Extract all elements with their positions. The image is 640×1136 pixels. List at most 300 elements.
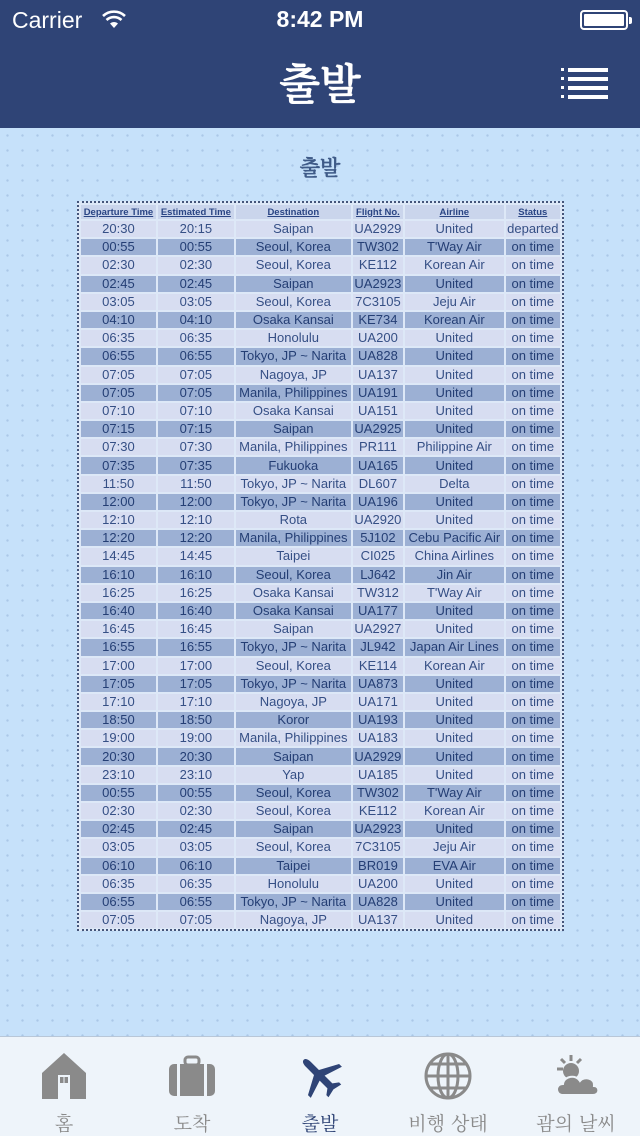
table-cell: on time [506, 821, 560, 837]
table-cell: 07:30 [158, 439, 234, 455]
table-cell: UA828 [353, 894, 403, 910]
table-cell: UA165 [353, 457, 403, 473]
table-row [81, 603, 560, 619]
table-cell: on time [506, 512, 560, 528]
airplane-icon [295, 1051, 345, 1101]
table-cell: Taipei [236, 858, 351, 874]
table-row [81, 348, 560, 364]
table-cell: UA828 [353, 348, 403, 364]
table-cell: on time [506, 439, 560, 455]
table-cell: Manila, Philippines [236, 385, 351, 401]
table-cell: United [405, 712, 504, 728]
table-cell: Korean Air [405, 658, 504, 674]
table-cell: Osaka Kansai [236, 603, 351, 619]
table-cell: 07:05 [158, 385, 234, 401]
table-row [81, 512, 560, 528]
departures-table [79, 203, 562, 930]
table-cell: on time [506, 494, 560, 510]
content-area [0, 128, 640, 1036]
table-cell: Rota [236, 512, 351, 528]
table-row [81, 767, 560, 783]
table-cell: 06:55 [158, 894, 234, 910]
table-cell: 7C3105 [353, 839, 403, 855]
table-cell: United [405, 876, 504, 892]
table-cell: 06:55 [158, 348, 234, 364]
table-cell: UA137 [353, 912, 403, 928]
table-cell: CI025 [353, 548, 403, 564]
table-cell: Jeju Air [405, 294, 504, 310]
table-cell: 07:05 [81, 912, 156, 928]
table-cell: United [405, 494, 504, 510]
table-cell: UA171 [353, 694, 403, 710]
section-title: 출발 [299, 156, 341, 180]
table-cell: departed [507, 221, 559, 237]
table-cell: Cebu Pacific Air [405, 530, 504, 546]
table-cell: 03:05 [81, 839, 156, 855]
table-cell: 16:25 [81, 585, 156, 601]
table-cell: Korean Air [405, 312, 504, 328]
table-row [81, 530, 560, 546]
table-cell: Seoul, Korea [236, 658, 351, 674]
table-cell: UA191 [353, 385, 403, 401]
table-cell: on time [506, 785, 560, 801]
table-cell: on time [506, 803, 560, 819]
table-cell: EVA Air [405, 858, 504, 874]
column-header: Departure Time [81, 205, 156, 219]
table-cell: UA177 [353, 603, 403, 619]
table-cell: UA151 [353, 403, 403, 419]
table-cell: Taipei [236, 548, 351, 564]
table-row [81, 457, 560, 473]
table-row [81, 548, 560, 564]
table-cell: on time [506, 658, 560, 674]
table-cell: Nagoya, JP [236, 694, 351, 710]
table-cell: Saipan [236, 748, 351, 764]
table-cell: 17:10 [158, 694, 234, 710]
table-row [81, 367, 560, 383]
table-cell: UA183 [353, 730, 403, 746]
table-row [81, 876, 560, 892]
table-cell: 03:05 [158, 294, 234, 310]
table-cell: UA2925 [354, 421, 402, 437]
status-bar [0, 0, 640, 40]
table-cell: 20:30 [158, 748, 234, 764]
table-cell: KE114 [353, 658, 403, 674]
table-cell: 02:30 [81, 803, 156, 819]
table-cell: 20:15 [158, 221, 234, 237]
table-cell: 07:15 [81, 421, 156, 437]
table-cell: T'Way Air [405, 239, 504, 255]
table-cell: on time [506, 712, 560, 728]
table-cell: on time [506, 876, 560, 892]
table-cell: 16:55 [81, 639, 156, 655]
table-cell: 12:20 [81, 530, 156, 546]
table-cell: Tokyo, JP ~ Narita [236, 476, 351, 492]
tab-arrivals[interactable] [128, 1037, 256, 1136]
table-cell: 16:10 [158, 567, 234, 583]
table-cell: on time [506, 312, 560, 328]
column-header: Status [506, 205, 560, 219]
table-cell: on time [506, 567, 560, 583]
table-cell: 14:45 [81, 548, 156, 564]
table-cell: 04:10 [158, 312, 234, 328]
table-cell: Yap [236, 767, 351, 783]
table-cell: Saipan [236, 276, 351, 292]
table-cell: Honolulu [236, 876, 351, 892]
table-cell: KE112 [353, 803, 403, 819]
table-cell: on time [506, 330, 560, 346]
table-cell: on time [506, 348, 560, 364]
table-cell: United [405, 457, 504, 473]
table-cell: United [405, 894, 504, 910]
table-cell: T'Way Air [405, 785, 504, 801]
table-cell: 02:30 [158, 257, 234, 273]
table-cell: 07:10 [158, 403, 234, 419]
table-cell: Korean Air [405, 803, 504, 819]
table-cell: Tokyo, JP ~ Narita [236, 494, 351, 510]
table-cell: Japan Air Lines [405, 639, 504, 655]
table-cell: Seoul, Korea [236, 785, 351, 801]
table-row [81, 912, 560, 928]
table-cell: United [405, 348, 504, 364]
table-cell: 06:35 [81, 330, 156, 346]
table-cell: UA185 [353, 767, 403, 783]
table-cell: on time [506, 403, 560, 419]
table-cell: United [405, 421, 504, 437]
table-cell: Korean Air [405, 257, 504, 273]
table-cell: UA2927 [354, 621, 402, 637]
table-cell: on time [506, 294, 560, 310]
menu-button[interactable] [568, 68, 608, 100]
table-row [81, 803, 560, 819]
table-cell: 07:05 [158, 912, 234, 928]
table-row [81, 821, 560, 837]
table-cell: JL942 [353, 639, 403, 655]
table-row [81, 312, 560, 328]
table-cell: Tokyo, JP ~ Narita [236, 348, 351, 364]
table-cell: 07:05 [81, 367, 156, 383]
table-cell: Seoul, Korea [236, 803, 351, 819]
table-cell: BR019 [353, 858, 403, 874]
table-cell: Osaka Kansai [236, 403, 351, 419]
navigation-bar [0, 40, 640, 128]
table-cell: United [405, 676, 504, 692]
table-cell: Seoul, Korea [236, 294, 351, 310]
table-row [81, 748, 560, 764]
table-cell: Fukuoka [236, 457, 351, 473]
table-row [81, 494, 560, 510]
column-header: Destination [236, 205, 351, 219]
table-cell: on time [506, 912, 560, 928]
column-header: Flight No. [353, 205, 403, 219]
table-cell: on time [506, 858, 560, 874]
table-cell: 20:30 [81, 748, 156, 764]
suitcase-icon [167, 1051, 217, 1101]
table-cell: 11:50 [158, 476, 234, 492]
table-cell: 07:05 [81, 385, 156, 401]
table-cell: UA200 [353, 876, 403, 892]
tab-label: 괌의 날씨 [536, 1113, 616, 1135]
table-cell: 07:35 [158, 457, 234, 473]
table-row [81, 439, 560, 455]
clock: 8:42 PM [276, 6, 364, 32]
table-cell: on time [506, 639, 560, 655]
departures-table-container[interactable] [77, 201, 564, 931]
table-cell: Philippine Air [405, 439, 504, 455]
table-cell: 12:10 [81, 512, 156, 528]
table-cell: UA2923 [354, 821, 402, 837]
table-cell: Delta [405, 476, 504, 492]
carrier-label: Carrier [12, 7, 83, 33]
table-cell: 12:20 [158, 530, 234, 546]
table-cell: Jin Air [405, 567, 504, 583]
table-cell: 06:35 [81, 876, 156, 892]
table-cell: 20:30 [81, 221, 156, 237]
table-cell: 16:10 [81, 567, 156, 583]
table-cell: on time [506, 894, 560, 910]
table-cell: on time [506, 694, 560, 710]
table-cell: 16:40 [81, 603, 156, 619]
table-cell: 12:00 [81, 494, 156, 510]
table-row [81, 567, 560, 583]
table-cell: on time [506, 585, 560, 601]
table-cell: on time [506, 367, 560, 383]
table-row [81, 476, 560, 492]
table-cell: on time [506, 767, 560, 783]
table-cell: Manila, Philippines [236, 730, 351, 746]
table-cell: 12:10 [158, 512, 234, 528]
table-cell: Tokyo, JP ~ Narita [236, 676, 351, 692]
table-row [81, 639, 560, 655]
home-icon [39, 1051, 89, 1101]
table-cell: United [405, 276, 504, 292]
table-cell: UA193 [353, 712, 403, 728]
battery-icon [580, 10, 628, 30]
table-row [81, 403, 560, 419]
table-cell: Saipan [236, 421, 351, 437]
table-cell: United [405, 385, 504, 401]
tab-label: 출발 [301, 1113, 339, 1135]
table-cell: United [405, 621, 504, 637]
table-cell: KE734 [353, 312, 403, 328]
table-cell: 06:55 [81, 348, 156, 364]
table-cell: United [405, 603, 504, 619]
table-cell: 19:00 [81, 730, 156, 746]
table-cell: UA2929 [354, 221, 402, 237]
table-cell: UA200 [353, 330, 403, 346]
table-cell: 16:25 [158, 585, 234, 601]
table-cell: PR111 [353, 439, 403, 455]
table-cell: 02:45 [81, 821, 156, 837]
table-cell: on time [506, 239, 560, 255]
table-cell: TW302 [353, 785, 403, 801]
table-cell: 23:10 [81, 767, 156, 783]
table-body [81, 221, 560, 928]
table-cell: 07:05 [158, 367, 234, 383]
table-cell: United [405, 748, 504, 764]
table-cell: on time [506, 621, 560, 637]
table-cell: 00:55 [81, 785, 156, 801]
table-cell: 06:35 [158, 330, 234, 346]
table-cell: DL607 [353, 476, 403, 492]
table-cell: Osaka Kansai [236, 585, 351, 601]
tab-label: 도착 [173, 1113, 211, 1135]
table-cell: UA2923 [354, 275, 402, 291]
table-cell: on time [506, 421, 560, 437]
table-cell: 16:45 [81, 621, 156, 637]
table-cell: 5J102 [353, 530, 403, 546]
table-cell: on time [506, 603, 560, 619]
table-row [81, 330, 560, 346]
table-cell: 17:10 [81, 694, 156, 710]
table-cell: 07:30 [81, 439, 156, 455]
table-cell: on time [506, 676, 560, 692]
table-cell: Saipan [236, 221, 351, 237]
table-cell: UA873 [353, 676, 403, 692]
table-cell: 00:55 [158, 239, 234, 255]
table-cell: Honolulu [236, 330, 351, 346]
table-cell: Jeju Air [405, 839, 504, 855]
table-cell: on time [506, 457, 560, 473]
table-cell: on time [506, 548, 560, 564]
table-row [81, 785, 560, 801]
table-cell: 03:05 [158, 839, 234, 855]
table-cell: 12:00 [158, 494, 234, 510]
table-header-row [81, 205, 560, 219]
table-cell: 03:05 [81, 294, 156, 310]
table-cell: 00:55 [81, 239, 156, 255]
table-cell: 07:10 [81, 403, 156, 419]
page-title: 출발 [279, 60, 361, 109]
table-cell: United [405, 730, 504, 746]
table-cell: TW312 [353, 585, 403, 601]
table-cell: United [405, 512, 504, 528]
table-cell: 7C3105 [353, 294, 403, 310]
globe-icon [423, 1051, 473, 1101]
table-cell: Manila, Philippines [236, 439, 351, 455]
tab-flight-status[interactable] [384, 1037, 512, 1136]
table-cell: United [405, 330, 504, 346]
table-cell: United [405, 767, 504, 783]
table-cell: 02:45 [81, 276, 156, 292]
table-cell: on time [506, 276, 560, 292]
table-cell: Tokyo, JP ~ Narita [236, 639, 351, 655]
table-row [81, 694, 560, 710]
table-cell: 06:10 [81, 858, 156, 874]
table-row [81, 294, 560, 310]
table-cell: Manila, Philippines [236, 530, 351, 546]
table-cell: on time [506, 730, 560, 746]
tab-label: 비행 상태 [408, 1113, 488, 1135]
tab-weather[interactable] [512, 1037, 640, 1136]
table-row [81, 712, 560, 728]
table-cell: 16:40 [158, 603, 234, 619]
table-cell: 16:45 [158, 621, 234, 637]
table-cell: Osaka Kansai [236, 312, 351, 328]
table-row [81, 676, 560, 692]
table-cell: on time [506, 476, 560, 492]
table-cell: United [405, 367, 504, 383]
table-cell: Saipan [236, 621, 351, 637]
table-cell: 04:10 [81, 312, 156, 328]
table-cell: 02:30 [81, 257, 156, 273]
table-cell: TW302 [353, 239, 403, 255]
table-cell: 17:05 [81, 676, 156, 692]
table-row [81, 221, 560, 237]
table-cell: 07:35 [81, 457, 156, 473]
table-cell: United [405, 221, 504, 237]
table-row [81, 839, 560, 855]
table-row [81, 858, 560, 874]
table-cell: 00:55 [158, 785, 234, 801]
tab-home[interactable] [0, 1037, 128, 1136]
table-cell: 18:50 [81, 712, 156, 728]
table-cell: on time [506, 748, 560, 764]
table-cell: 02:30 [158, 803, 234, 819]
weather-icon [551, 1051, 601, 1101]
table-cell: on time [506, 530, 560, 546]
table-cell: United [405, 694, 504, 710]
table-cell: Koror [236, 712, 351, 728]
table-cell: 23:10 [158, 767, 234, 783]
table-cell: Seoul, Korea [236, 257, 351, 273]
tab-departures[interactable] [256, 1037, 384, 1136]
table-cell: 06:35 [158, 876, 234, 892]
table-cell: 19:00 [158, 730, 234, 746]
table-row [81, 421, 560, 437]
table-row [81, 621, 560, 637]
table-cell: UA196 [353, 494, 403, 510]
table-cell: LJ642 [353, 567, 403, 583]
table-cell: Seoul, Korea [236, 839, 351, 855]
table-cell: T'Way Air [405, 585, 504, 601]
table-row [81, 239, 560, 255]
table-row [81, 730, 560, 746]
table-cell: 18:50 [158, 712, 234, 728]
table-cell: Nagoya, JP [236, 367, 351, 383]
table-cell: UA137 [353, 367, 403, 383]
table-cell: Nagoya, JP [236, 912, 351, 928]
table-row [81, 585, 560, 601]
table-cell: 17:00 [81, 658, 156, 674]
table-cell: 06:10 [158, 858, 234, 874]
table-cell: United [405, 403, 504, 419]
table-cell: 17:05 [158, 676, 234, 692]
table-cell: 02:45 [158, 821, 234, 837]
table-cell: KE112 [353, 257, 403, 273]
table-row [81, 658, 560, 674]
table-cell: China Airlines [405, 548, 504, 564]
table-cell: UA2920 [354, 512, 402, 528]
table-cell: on time [506, 839, 560, 855]
table-cell: United [405, 821, 504, 837]
tab-label: 홈 [54, 1113, 74, 1135]
table-cell: on time [506, 385, 560, 401]
table-cell: 16:55 [158, 639, 234, 655]
table-cell: Tokyo, JP ~ Narita [236, 894, 351, 910]
table-row [81, 257, 560, 273]
column-header: Airline [405, 205, 504, 219]
table-cell: Seoul, Korea [236, 239, 351, 255]
table-cell: 02:45 [158, 276, 234, 292]
table-cell: 14:45 [158, 548, 234, 564]
column-header: Estimated Time [158, 205, 234, 219]
table-row [81, 276, 560, 292]
table-cell: UA2929 [354, 748, 402, 764]
table-cell: 17:00 [158, 658, 234, 674]
table-cell: 11:50 [81, 476, 156, 492]
table-cell: 06:55 [81, 894, 156, 910]
